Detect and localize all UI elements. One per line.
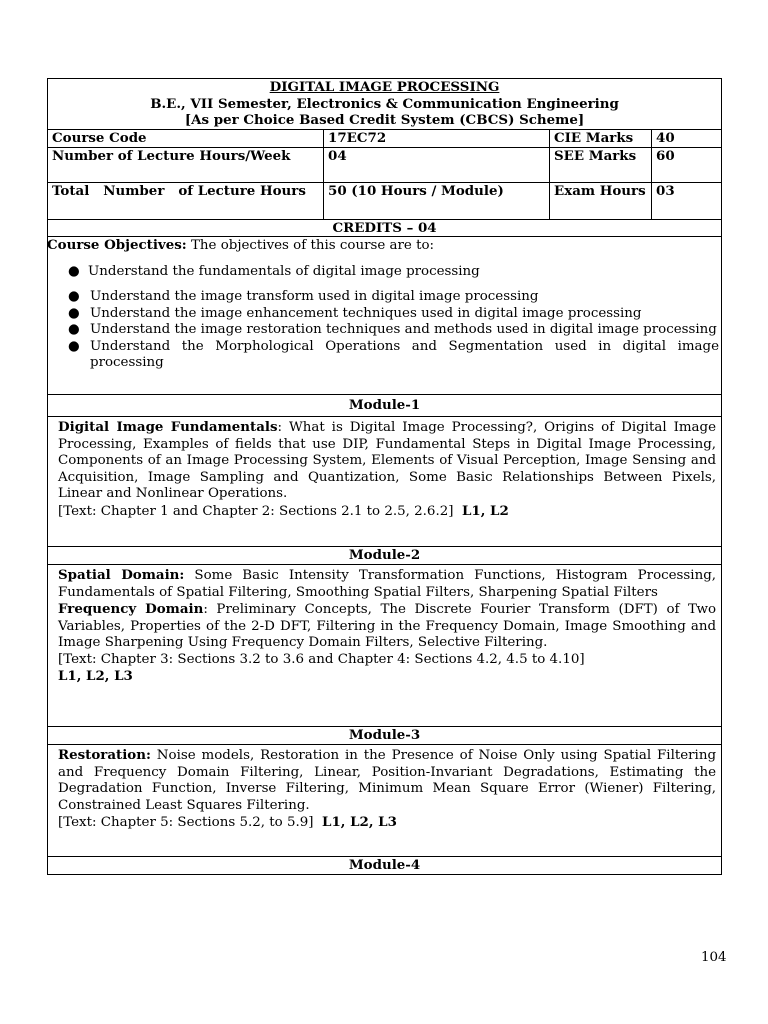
course-code-value: 17EC72	[324, 129, 550, 147]
objective-item: ● Understand the Morphological Operations and Segmentation used in digital image processing	[68, 338, 720, 370]
module-2-levels: L1, L2, L3	[58, 668, 133, 684]
page-number: 104	[701, 950, 727, 965]
objectives-intro-text: The objectives of this course are to:	[186, 238, 435, 253]
module-1-reference: [Text: Chapter 1 and Chapter 2: Sections 2.1 to 2.5, 2.6.2]	[58, 503, 462, 519]
cie-marks-value: 40	[652, 129, 722, 147]
course-objectives	[48, 237, 722, 395]
objectives-intro	[47, 237, 721, 255]
module-3-text: Noise models, Restoration in the Presence of Noise Only using Spatial Filtering and Frequency Domain Filtering, Linear, Position-Invariant Degradations, Estimating the Degradation Function, Inverse Filtering, Minimum Mean Square Error (Wiener) Filtering, Constrained Least Squares Filtering.	[58, 748, 717, 813]
module-1-levels: L1, L2	[461, 502, 509, 519]
credits: CREDITS – 04	[48, 219, 722, 237]
module-2-text-frequency: : Preliminary Concepts, The Discrete Fourier Transform (DFT) of Two Variables, Properties of the 2-D DFT, Filtering in the Frequency Domain, Image Smoothing and Image Sharpening Using Frequency Domain Filters, Selective Filtering.	[58, 602, 717, 650]
see-marks-label: SEE Marks	[550, 147, 652, 182]
module-2-reference: [Text: Chapter 3: Sections 3.2 to 3.6 and Chapter 4: Sections 4.2, 4.5 to 4.10]	[58, 651, 585, 667]
bullet-icon: ●	[68, 322, 80, 337]
course-scheme: [As per Choice Based Credit System (CBCS) Scheme]	[184, 112, 585, 128]
objectives-list	[48, 264, 721, 372]
objective-item: ● Understand the fundamentals of digital image processing	[68, 263, 480, 279]
objective-item: ● Understand the image restoration techniques and methods used in digital image processing	[68, 322, 717, 337]
total-hours-label: Total Number of Lecture Hours	[48, 182, 324, 219]
course-code-label: Course Code	[48, 129, 324, 147]
course-header	[48, 79, 722, 130]
bullet-icon: ●	[68, 289, 80, 304]
module-2-heading-frequency: Frequency Domain	[58, 601, 204, 617]
syllabus-sheet	[47, 78, 721, 875]
cie-marks-label: CIE Marks	[550, 129, 652, 147]
module-3-heading: Restoration:	[58, 747, 151, 763]
module-1-title: Module-1	[48, 395, 722, 417]
bullet-icon: ●	[68, 305, 80, 321]
course-title: DIGITAL IMAGE PROCESSING	[269, 79, 500, 95]
module-2-text-spatial: Some Basic Intensity Transformation Functions, Histogram Processing, Fundamentals of Spatial Filtering, Smoothing Spatial Filters, Sharpening Spatial Filters	[58, 568, 717, 600]
objective-item: ● Understand the image transform used in digital image processing	[68, 289, 539, 304]
total-hours-value: 50 (10 Hours / Module)	[324, 182, 550, 219]
bullet-icon: ●	[68, 263, 80, 279]
lecture-hours-value: 04	[324, 147, 550, 182]
exam-hours-value: 03	[652, 182, 722, 219]
module-1-heading: Digital Image Fundamentals	[58, 419, 278, 435]
objectives-heading: Course Objectives:	[47, 237, 187, 253]
objective-item: ● Understand the image enhancement techniques used in digital image processing	[68, 305, 642, 321]
module-2-title: Module-2	[48, 547, 722, 565]
module-1-content	[48, 417, 722, 547]
module-3-levels: L1, L2, L3	[322, 814, 397, 830]
module-1-text: : What is Digital Image Processing?, Origins of Digital Image Processing, Examples of fields that use DIP, Fundamental Steps in Digital Image Processing, Components of an Image Processing System, Elements of Visual Perception, Image Sensing and Acquisition, Image Sampling and Quantization, Some Basic Relationships Between Pixels, Linear and Nonlinear Operations.	[58, 420, 717, 501]
module-3-title: Module-3	[48, 727, 722, 745]
see-marks-value: 60	[652, 147, 722, 182]
module-2-heading-spatial: Spatial Domain:	[58, 567, 185, 583]
syllabus-table	[47, 78, 722, 875]
module-3-content	[48, 745, 722, 857]
module-2-content	[48, 565, 722, 727]
course-program: B.E., VII Semester, Electronics & Communication Engineering	[150, 95, 619, 112]
lecture-hours-label: Number of Lecture Hours/Week	[48, 147, 324, 182]
module-4-title: Module-4	[48, 857, 722, 875]
bullet-icon: ●	[68, 338, 80, 354]
exam-hours-label: Exam Hours	[550, 182, 652, 219]
module-3-reference: [Text: Chapter 5: Sections 5.2, to 5.9]	[58, 815, 323, 830]
